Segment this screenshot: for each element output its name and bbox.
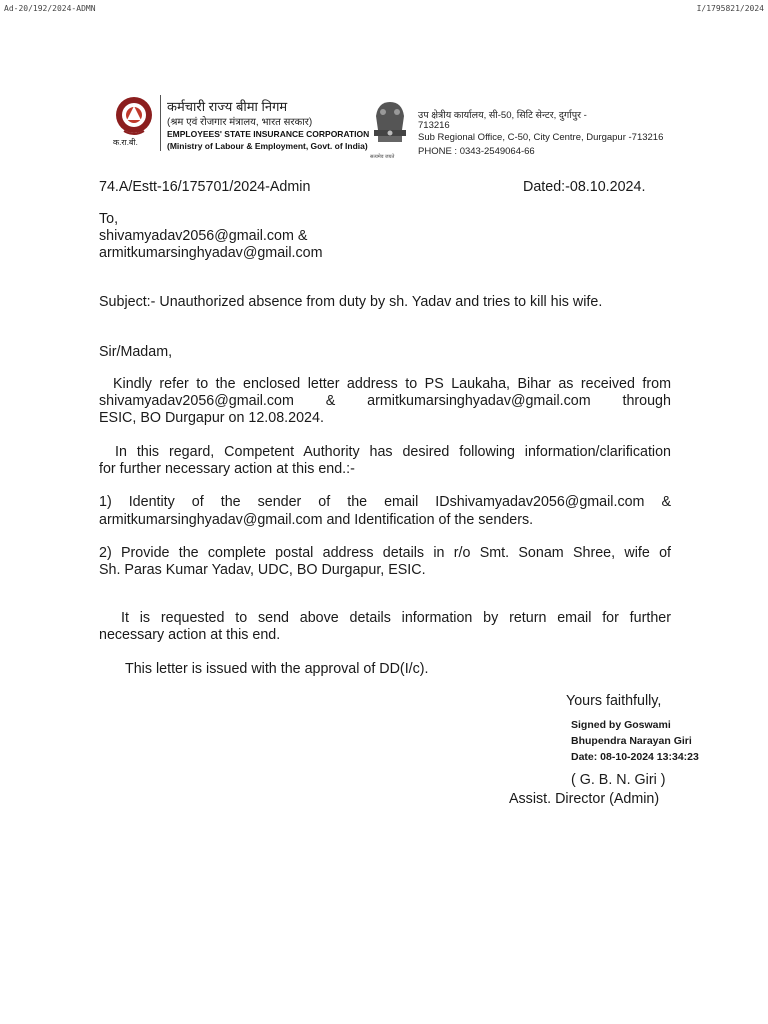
ampersand: & bbox=[297, 228, 308, 244]
para1-line-2 bbox=[99, 392, 671, 410]
recipient-line-2 bbox=[99, 244, 322, 262]
english-org-name: EMPLOYEES' STATE INSURANCE CORPORATION bbox=[167, 129, 370, 139]
closing: Yours faithfully, bbox=[566, 693, 662, 709]
digital-signature-line-2: Bhupendra Narayan Giri bbox=[571, 735, 692, 747]
letterhead-divider bbox=[160, 95, 161, 151]
recipient-email-1[interactable]: shivamyadav2056@gmail.com bbox=[99, 228, 294, 244]
english-ministry: (Ministry of Labour & Employment, Govt. of India) bbox=[167, 141, 368, 151]
item2-line-2: Sh. Paras Kumar Yadav, UDC, BO Durgapur, ESIC. bbox=[99, 562, 426, 578]
signatory-name: ( G. B. N. Giri ) bbox=[571, 772, 666, 788]
para2-line-1: In this regard, Competent Authority has desired following information/clarification bbox=[115, 444, 671, 460]
to-label: To, bbox=[99, 211, 119, 227]
approval-note: This letter is issued with the approval of DD(I/c). bbox=[125, 661, 429, 677]
subject-line: Subject:- Unauthorized absence from duty by sh. Yadav and tries to kill his wife. bbox=[99, 294, 603, 310]
para3-line-1: It is requested to send above details information by return email for further bbox=[121, 610, 671, 626]
item1-line-1: 1) Identity of the sender of the email IDshivamyadav2056@gmail.com & bbox=[99, 494, 671, 510]
ashoka-lion-emblem-icon bbox=[366, 96, 414, 156]
para3-line-2: necessary action at this end. bbox=[99, 627, 281, 643]
para2-line-2: for further necessary action at this end.:- bbox=[99, 461, 355, 477]
hindi-org-name: कर्मचारी राज्य बीमा निगम bbox=[167, 99, 288, 114]
letter-reference-number: 74.A/Estt-16/175701/2024-Admin bbox=[99, 179, 311, 195]
para1-email-2: armitkumarsinghyadav@gmail.com bbox=[367, 393, 591, 409]
phone-number: PHONE : 0343-2549064-66 bbox=[418, 146, 535, 157]
digital-signature-line-3: Date: 08-10-2024 13:34:23 bbox=[571, 751, 699, 763]
file-reference-left: Ad-20/192/2024-ADMN bbox=[4, 4, 96, 13]
para1-through: through bbox=[622, 393, 671, 409]
hindi-ministry: (श्रम एवं रोजगार मंत्रालय, भारत सरकार) bbox=[167, 117, 313, 128]
salutation: Sir/Madam, bbox=[99, 344, 173, 360]
para1-amp: & bbox=[325, 393, 336, 409]
recipient-line-1 bbox=[99, 227, 307, 245]
hindi-address-line-2: 713216 bbox=[418, 120, 450, 131]
item2-line-1: 2) Provide the complete postal address details in r/o Smt. Sonam Shree, wife of bbox=[99, 545, 671, 561]
signatory-title: Assist. Director (Admin) bbox=[509, 791, 660, 807]
hindi-address-line-1: उप क्षेत्रीय कार्यालय, सी-50, सिटि सेन्टर, दुर्गापुर - bbox=[418, 110, 587, 121]
recipient-email-2[interactable]: armitkumarsinghyadav@gmail.com bbox=[99, 245, 323, 261]
para1-email-1: shivamyadav2056@gmail.com bbox=[99, 393, 294, 409]
esic-logo-label: क.रा.बी. bbox=[113, 138, 138, 147]
letter-date: Dated:-08.10.2024. bbox=[523, 179, 646, 195]
emblem-motto: सत्यमेव जयते bbox=[370, 154, 395, 160]
para1-line-1: Kindly refer to the enclosed letter address to PS Laukaha, Bihar as received from bbox=[113, 376, 671, 392]
national-emblem bbox=[366, 96, 414, 156]
english-address: Sub Regional Office, C-50, City Centre, Durgapur -713216 bbox=[418, 132, 664, 143]
item1-line-2: armitkumarsinghyadav@gmail.com and Identification of the senders. bbox=[99, 512, 534, 528]
digital-signature-block bbox=[571, 717, 699, 765]
file-reference-right: I/1795821/2024 bbox=[696, 4, 764, 13]
para1-line-3: ESIC, BO Durgapur on 12.08.2024. bbox=[99, 410, 324, 426]
digital-signature-line-1: Signed by Goswami bbox=[571, 719, 671, 731]
